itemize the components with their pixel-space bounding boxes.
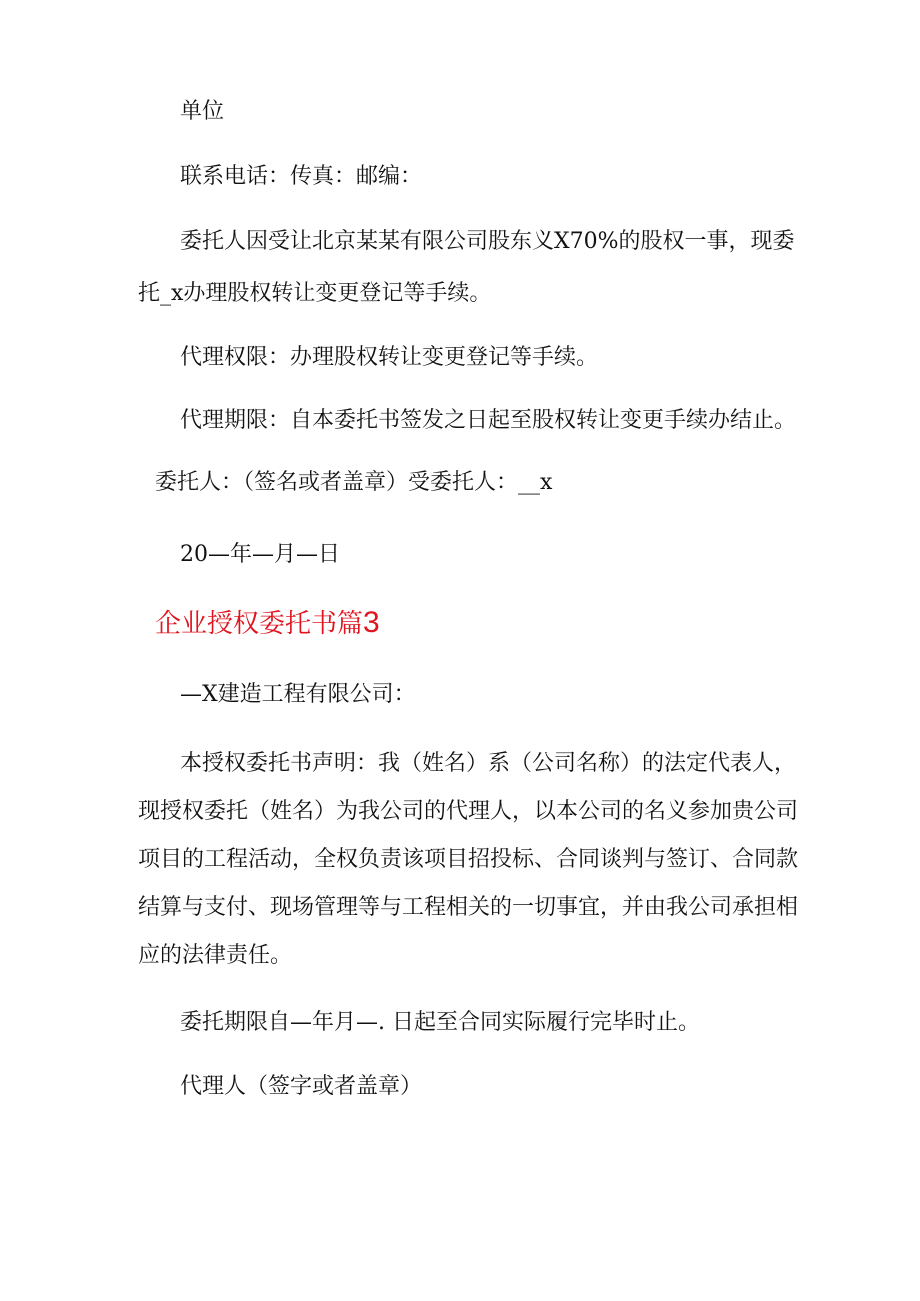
section-heading-text: 企业授权委托书篇 xyxy=(155,609,364,639)
agent-signature-line: 代理人（签字或者盖章） xyxy=(180,1074,423,1099)
agency-period-line: 代理期限：自本委托书签发之日起至股权转让变更手续办结止。 xyxy=(180,408,797,433)
declaration-line-1: 本授权委托书声明：我（姓名）系（公司名称）的法定代表人， xyxy=(180,751,797,776)
section-heading xyxy=(155,606,380,641)
declaration-line-3: 项目的工程活动，全权负责该项目招投标、合同谈判与签订、合同款 xyxy=(138,847,799,872)
declaration-line-2: 现授权委托（姓名）为我公司的代理人，以本公司的名义参加贵公司 xyxy=(138,799,799,824)
section-heading-number: 3 xyxy=(363,606,380,639)
signature-line: 委托人：（签名或者盖章）受委托人：__x xyxy=(155,470,553,495)
date-line: 20—年—月—日 xyxy=(180,542,340,567)
addressee-line: —X建造工程有限公司： xyxy=(180,682,416,707)
entrust-reason-line-1: 委托人因受让北京某某有限公司股东义X70%的股权一事，现委 xyxy=(180,229,795,254)
contact-info-line: 联系电话：传真：邮编： xyxy=(180,164,423,189)
entrust-term-line: 委托期限自—年月—. 日起至合同实际履行完毕时止。 xyxy=(180,1010,700,1035)
agency-authority-line: 代理权限：办理股权转让变更登记等手续。 xyxy=(180,345,599,370)
declaration-line-4: 结算与支付、现场管理等与工程相关的一切事宜，并由我公司承担相 xyxy=(138,895,799,920)
declaration-line-5: 应的法律责任。 xyxy=(138,943,293,968)
entrust-reason-line-2: 托_x办理股权转让变更登记等手续。 xyxy=(138,281,492,306)
unit-label: 单位 xyxy=(180,99,225,124)
